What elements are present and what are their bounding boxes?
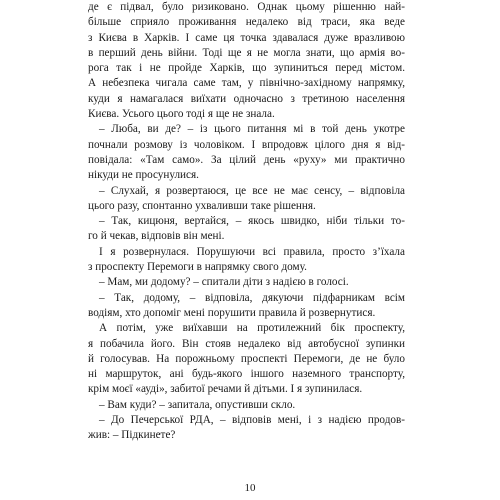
text-line: – Люба, ви де? – із цього питання мі в той день укотре <box>99 123 405 136</box>
text-line: де є підвал, було ризиковано. Однак цьому рішенню най- <box>88 1 405 13</box>
text-line: – Так, кицюня, вертайся, – якось швидко, ніби тільки то- <box>99 215 405 228</box>
text-line: жив: – Підкинете? <box>88 429 176 442</box>
text-line: я побачила його. Він стояв недалеко від автобусної зупинки <box>88 337 405 350</box>
text-line: ні маршруток, ані будь-якого іншого наземного транспорту, <box>88 368 405 381</box>
text-line: І я розвернулася. Порушуючи всі правила, просто з’їхала <box>99 245 405 258</box>
text-line: крім моєї «ауді», забитої речами й дітьми. І я зупинилася. <box>88 383 363 396</box>
text-line: го й чекав, відповів він мені. <box>88 230 225 243</box>
text-line: Києва. Усього цього тоді я ще не знала. <box>88 108 275 121</box>
text-line: куди я намагалася виїхати одночасно з третиною населення <box>88 92 405 105</box>
text-line: цього разу, спонтанно ухваливши таке рішення. <box>88 199 316 212</box>
text-line: й голосував. На порожньому проспекті Перемоги, де не було <box>88 352 405 365</box>
text-line: почнали розмову із чоловіком. І впродовж цілого дня я від- <box>88 138 405 151</box>
text-line: нікуди не просунулися. <box>88 169 199 182</box>
text-line: А потім, уже виїхавши на протилежний бік проспекту, <box>99 322 405 335</box>
page-number: 10 <box>244 482 256 494</box>
text-line: рога так і не пройде Харків, що зупиниться перед містом. <box>88 62 405 75</box>
text-line: А небезпека чигала саме там, у північно-західному напрямку, <box>88 77 405 90</box>
text-line: з Києва в Харків. І саме ця точка здавалася дуже вразливою <box>88 31 405 44</box>
body-text <box>88 0 405 444</box>
text-line: в перший день війни. Тоді ще я не могла знати, що армія во- <box>88 46 405 59</box>
text-line: з проспекту Перемоги в напрямку свого дому. <box>88 261 307 274</box>
text-line: – До Печерської РДА, – відповів мені, і з надією продов- <box>99 414 405 427</box>
text-line: повідала: «Там само». За цілий день «руху» ми практично <box>88 153 405 166</box>
text-line: – Мам, ми додому? – спитали діти з надією в голосі. <box>99 276 349 289</box>
text-line: водіям, хто допоміг мені порушити правила й розвернутися. <box>88 306 376 319</box>
text-line: – Так, додому, – відповіла, дякуючи підфарникам всім <box>99 291 405 304</box>
text-line: більше сприяло проживання недалеко від траси, яка веде <box>88 16 405 29</box>
text-line: – Вам куди? – запитала, опустивши скло. <box>99 398 296 411</box>
text-line: – Слухай, я розвертаюся, це все не має сенсу, – відповіла <box>99 184 405 197</box>
